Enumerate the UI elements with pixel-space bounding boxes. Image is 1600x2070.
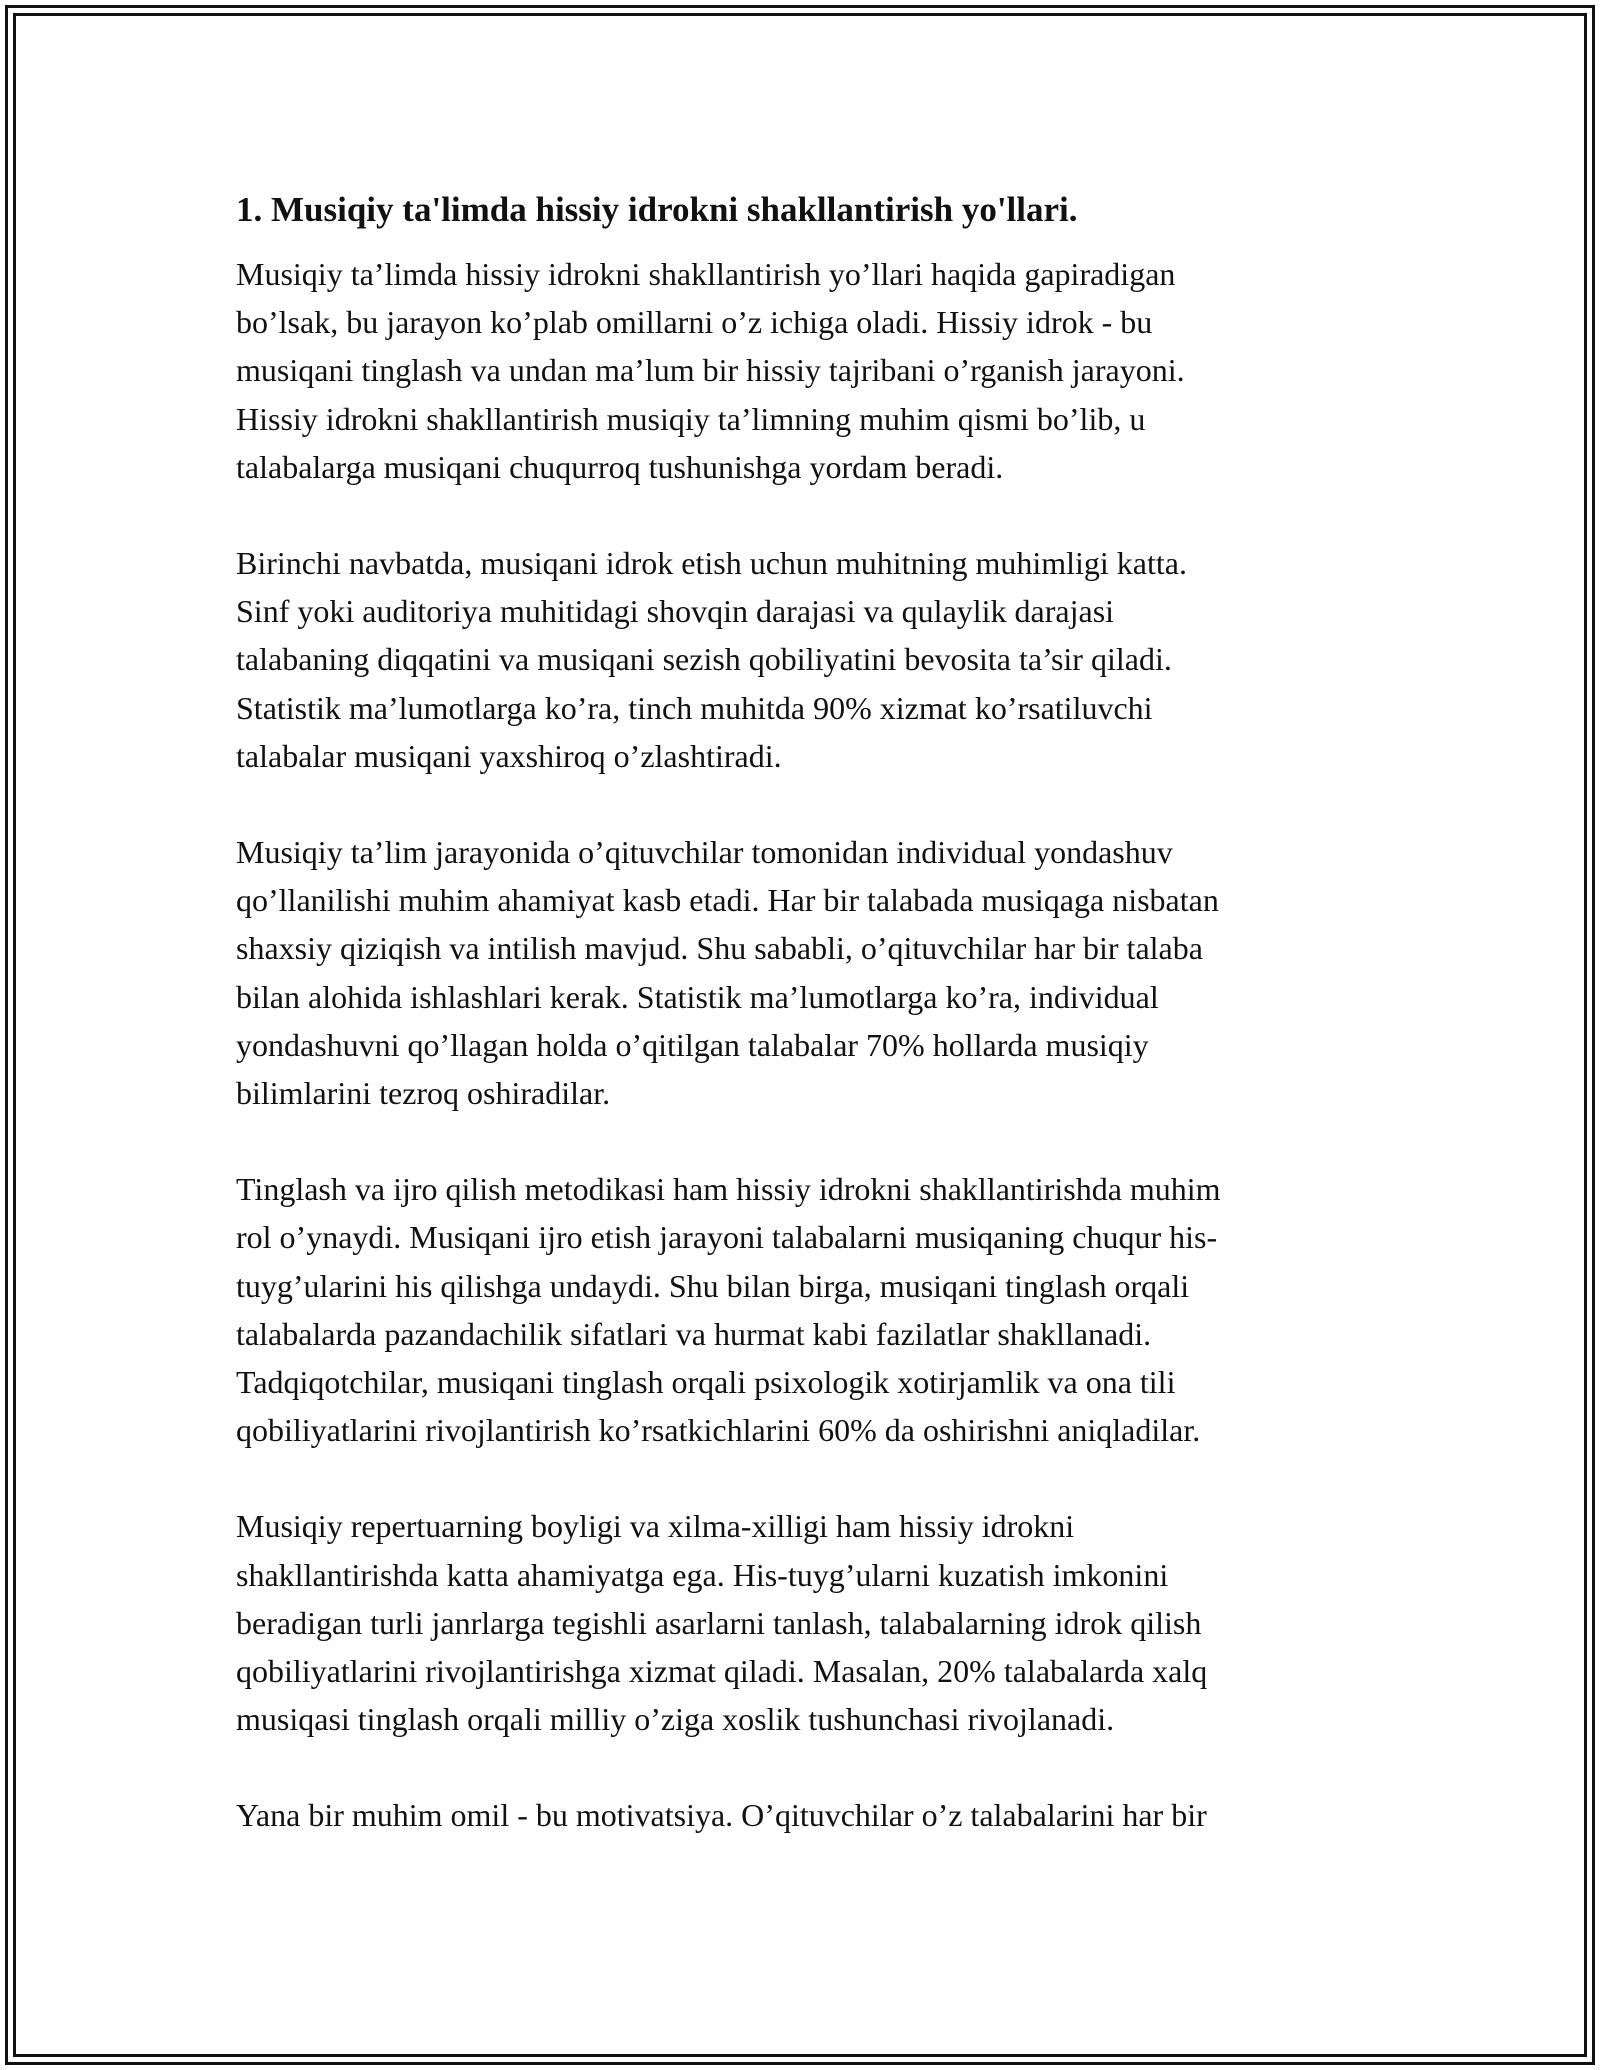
document-body	[236, 184, 1376, 1888]
text-line: Yana bir muhim omil - bu motivatsiya. O’qituvchilar o’z talabalarini har bir	[236, 1797, 1207, 1834]
text-line: Statistik ma’lumotlarga ko’ra, tinch muhitda 90% xizmat ko’rsatiluvchi	[236, 689, 1153, 726]
text-line: qo’llanilishi muhim ahamiyat kasb etadi. Har bir talabada musiqaga nisbatan	[236, 882, 1219, 919]
text-line: Hissiy idrokni shakllantirish musiqiy ta’limning muhim qismi bo’lib, u	[236, 400, 1146, 437]
text-line: bilimlarini tezroq oshiradilar.	[236, 1075, 611, 1112]
text-line: musiqasi tinglash orqali milliy o’ziga xoslik tushunchasi rivojlanadi.	[236, 1701, 1115, 1738]
section-heading: 1. Musiqiy ta'limda hissiy idrokni shakllantirish yo'llari.	[236, 190, 1078, 229]
text-line: yondashuvni qo’llagan holda o’qitilgan talabalar 70% hollarda musiqiy	[236, 1026, 1149, 1063]
text-line: tuyg’ularini his qilishga undaydi. Shu bilan birga, musiqani tinglash orqali	[236, 1267, 1190, 1304]
paragraph-2	[236, 539, 1376, 780]
text-line: talabaning diqqatini va musiqani sezish qobiliyatini bevosita ta’sir qiladi.	[236, 641, 1172, 678]
text-line: Birinchi navbatda, musiqani idrok etish uchun muhitning muhimligi katta.	[236, 545, 1187, 582]
paragraph-3	[236, 828, 1376, 1117]
text-line: Sinf yoki auditoriya muhitidagi shovqin darajasi va qulaylik darajasi	[236, 593, 1115, 630]
paragraph-1	[236, 250, 1376, 491]
text-line: bilan alohida ishlashlari kerak. Statistik ma’lumotlarga ko’ra, individual	[236, 978, 1159, 1015]
text-line: Musiqiy repertuarning boyligi va xilma-xilligi ham hissiy idrokni	[236, 1508, 1075, 1545]
text-line: qobiliyatlarini rivojlantirish ko’rsatkichlarini 60% da oshirishni aniqladilar.	[236, 1412, 1201, 1449]
text-line: shakllantirishda katta ahamiyatga ega. His-tuyg’ularni kuzatish imkonini	[236, 1556, 1169, 1593]
paragraph-6	[236, 1791, 1376, 1839]
text-line: talabalarga musiqani chuqurroq tushunishga yordam beradi.	[236, 448, 1004, 485]
text-line: Tadqiqotchilar, musiqani tinglash orqali psixologik xotirjamlik va ona tili	[236, 1364, 1176, 1401]
text-line: musiqani tinglash va undan ma’lum bir hissiy tajribani o’rganish jarayoni.	[236, 352, 1185, 389]
text-line: rol o’ynaydi. Musiqani ijro etish jarayoni talabalarni musiqaning chuqur his-	[236, 1219, 1218, 1256]
text-line: qobiliyatlarini rivojlantirishga xizmat qiladi. Masalan, 20% talabalarda xalq	[236, 1653, 1208, 1690]
text-line: Musiqiy ta’lim jarayonida o’qituvchilar tomonidan individual yondashuv	[236, 834, 1173, 871]
text-line: beradigan turli janrlarga tegishli asarlarni tanlash, talabalarning idrok qilish	[236, 1604, 1202, 1641]
text-line: Tinglash va ijro qilish metodikasi ham hissiy idrokni shakllantirishda muhim	[236, 1171, 1221, 1208]
text-line: talabalar musiqani yaxshiroq o’zlashtiradi.	[236, 737, 782, 774]
text-line: bo’lsak, bu jarayon ko’plab omillarni o’z ichiga oladi. Hissiy idrok - bu	[236, 304, 1153, 341]
text-line: talabalarda pazandachilik sifatlari va hurmat kabi fazilatlar shakllanadi.	[236, 1315, 1152, 1352]
text-line: Musiqiy ta’limda hissiy idrokni shakllantirish yo’llari haqida gapiradigan	[236, 256, 1176, 292]
paragraph-5	[236, 1502, 1376, 1743]
text-line: shaxsiy qiziqish va intilish mavjud. Shu sababli, o’qituvchilar har bir talaba	[236, 930, 1203, 967]
paragraph-4	[236, 1165, 1376, 1454]
